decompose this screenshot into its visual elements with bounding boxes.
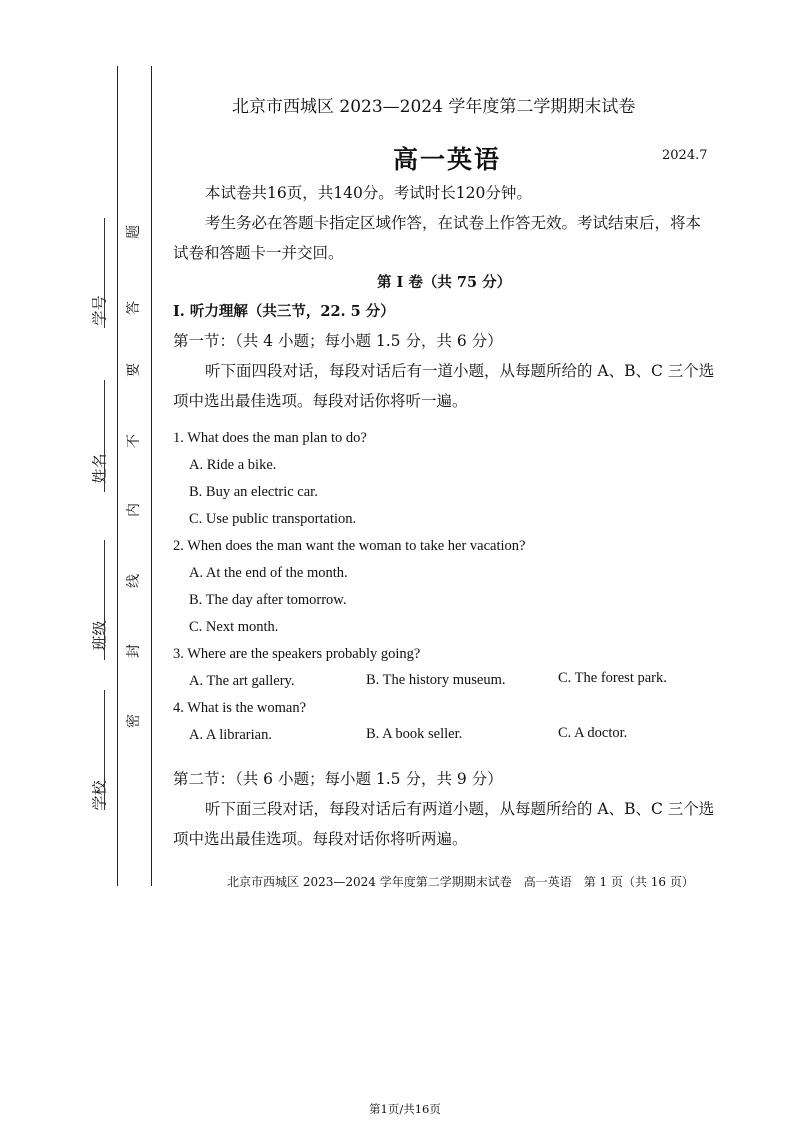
section2-instruction-b: 项中选出最佳选项。每段对话你将听两遍。 <box>173 830 468 848</box>
answer-option: B. Buy an electric car. <box>189 484 318 500</box>
intro-line-2a: 考生务必在答题卡指定区域作答，在试卷上作答无效。考试结束后，将本 <box>205 214 702 232</box>
section2-instruction-a: 听下面三段对话，每段对话后有两道小题，从每题所给的 A、B、C 三个选 <box>205 800 715 818</box>
field-student-id-line[interactable] <box>104 218 105 328</box>
answer-option: B. The day after tomorrow. <box>189 592 347 608</box>
answer-option: A. The art gallery. <box>189 673 295 689</box>
answer-option: C. Next month. <box>189 619 279 635</box>
intro-line-1: 本试卷共16页，共140分。考试时长120分钟。 <box>205 184 532 202</box>
section2-header: 第二节：（共 6 小题；每小题 1.5 分，共 9 分） <box>173 770 503 788</box>
answer-option: C. A doctor. <box>558 725 628 741</box>
page-counter: 第1页/共16页 <box>369 1102 441 1116</box>
field-name-label: 姓名 <box>90 453 109 484</box>
field-name-line[interactable] <box>104 380 105 492</box>
field-class-line[interactable] <box>104 540 105 660</box>
answer-option: C. Use public transportation. <box>189 511 357 527</box>
binding-line-inner <box>151 66 152 886</box>
question-stem: 1. What does the man plan to do? <box>173 430 367 446</box>
question-stem: 4. What is the woman? <box>173 700 307 716</box>
section1-instruction-b: 项中选出最佳选项。每段对话你将听一遍。 <box>173 392 468 410</box>
seal-char: 内 <box>126 503 142 517</box>
seal-char: 封 <box>126 644 142 658</box>
field-class-label: 班级 <box>90 620 109 651</box>
answer-option: A. A librarian. <box>189 727 272 743</box>
answer-option: B. The history museum. <box>366 672 506 688</box>
section1-instruction-a: 听下面四段对话，每段对话后有一道小题，从每题所给的 A、B、C 三个选 <box>205 362 715 380</box>
exam-date: 2024.7 <box>662 148 708 163</box>
section1-header: 第一节：（共 4 小题；每小题 1.5 分，共 6 分） <box>173 332 503 350</box>
section-title: I. 听力理解（共三节，22. 5 分） <box>173 303 395 320</box>
seal-char: 要 <box>126 363 142 377</box>
field-school-line[interactable] <box>104 690 105 810</box>
field-school-label: 学校 <box>90 780 109 811</box>
answer-option: A. At the end of the month. <box>189 565 348 581</box>
answer-option: A. Ride a bike. <box>189 457 277 473</box>
field-student-id-label: 学号 <box>90 295 109 326</box>
answer-option: B. A book seller. <box>366 726 463 742</box>
subject-title: 高一英语 <box>393 145 502 174</box>
question-stem: 2. When does the man want the woman to take her vacation? <box>173 538 526 554</box>
binding-line-outer <box>117 66 118 886</box>
seal-char: 题 <box>126 225 142 239</box>
part-heading: 第 I 卷（共 75 分） <box>377 274 512 291</box>
seal-char: 线 <box>126 574 142 588</box>
seal-char: 答 <box>126 301 142 315</box>
answer-option: C. The forest park. <box>558 670 667 686</box>
running-footer: 北京市西城区 2023—2024 学年度第二学期期末试卷 高一英语 第 1 页（共 16 页） <box>227 875 694 889</box>
exam-title: 北京市西城区 2023—2024 学年度第二学期期末试卷 <box>232 97 636 117</box>
intro-line-2b: 试卷和答题卡一并交回。 <box>173 244 344 262</box>
seal-char: 密 <box>126 714 142 728</box>
question-stem: 3. Where are the speakers probably going? <box>173 646 421 662</box>
seal-char: 不 <box>126 434 142 448</box>
